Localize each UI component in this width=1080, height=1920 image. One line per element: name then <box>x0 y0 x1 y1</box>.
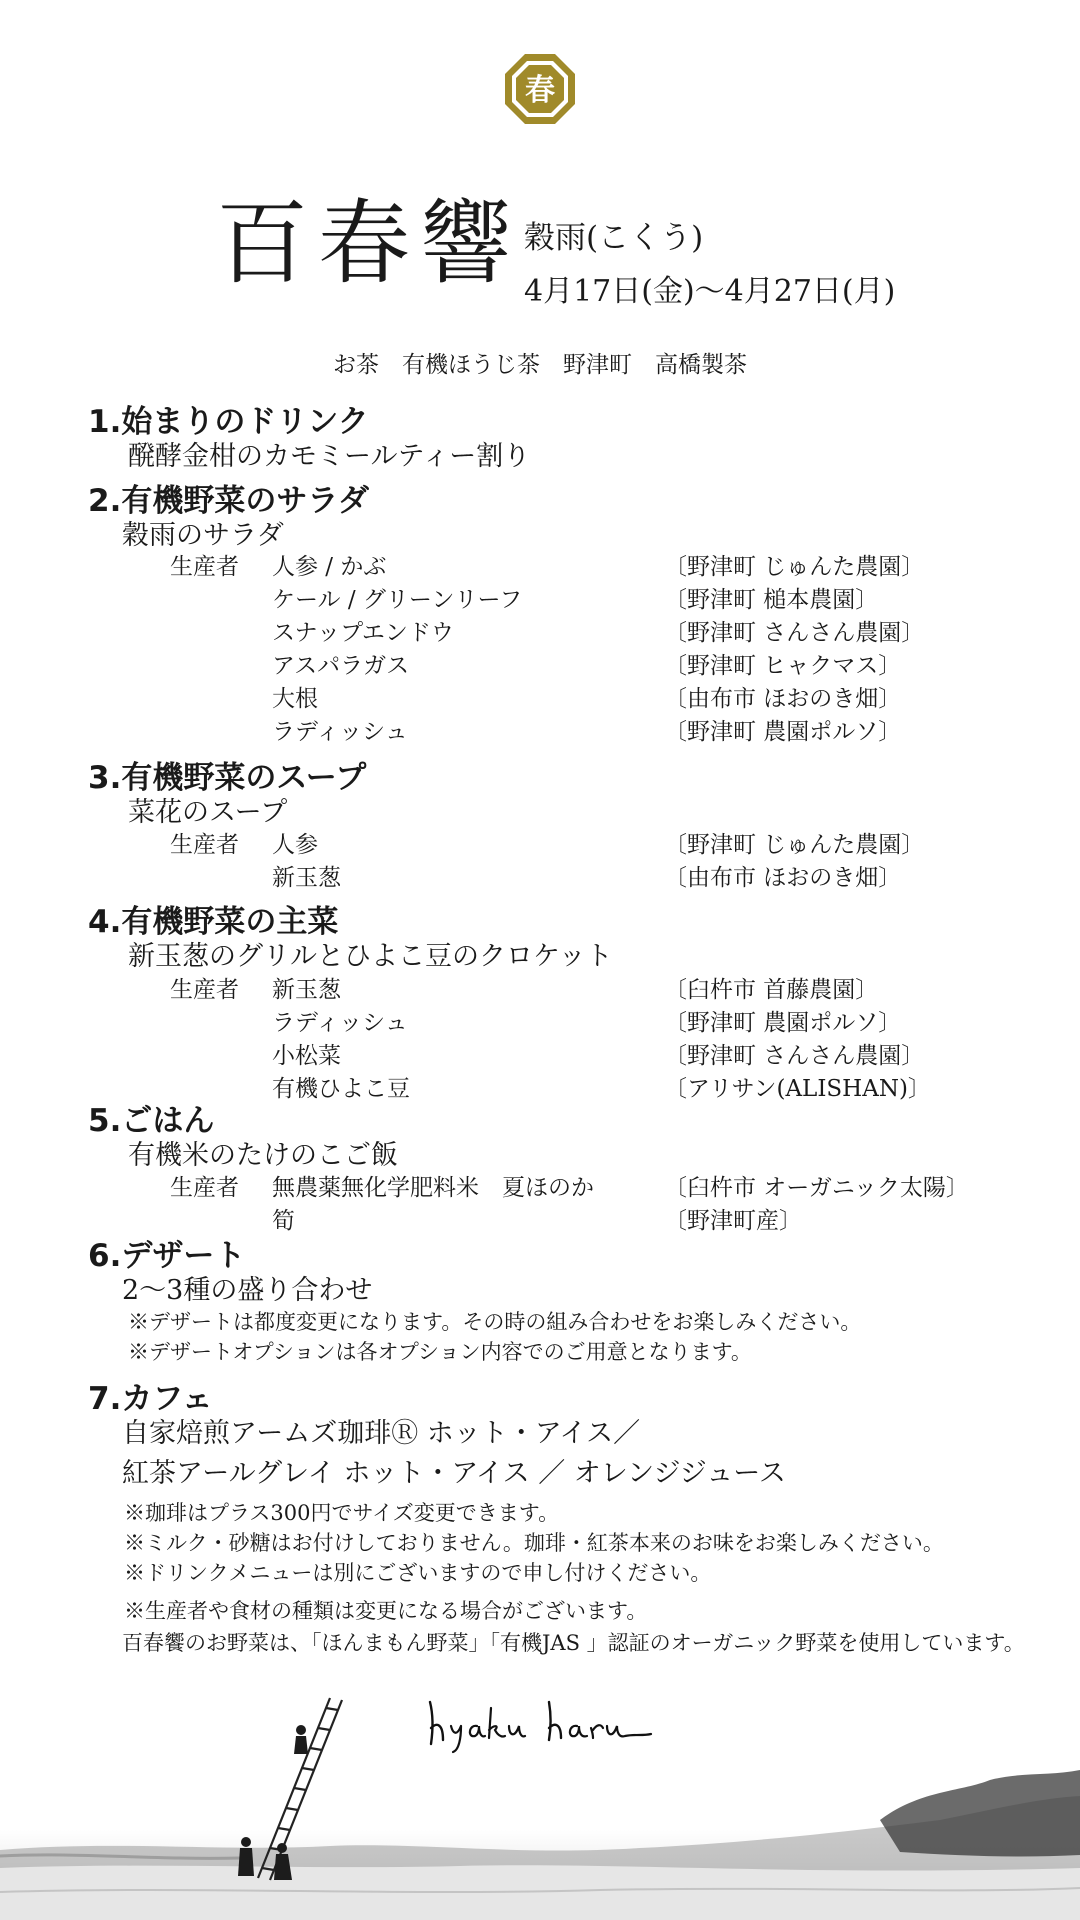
farm: 〔野津町産〕 <box>664 1208 802 1234</box>
cafe-note: ※珈琲はプラス300円でサイズ変更できます。 <box>124 1501 560 1525</box>
producer-label: 生産者 <box>170 832 239 858</box>
cafe-line: 自家焙煎アームズ珈琲Ⓡ ホット・アイス／ <box>122 1418 641 1449</box>
ingredient: 大根 <box>272 686 318 712</box>
ingredient: 新玉葱 <box>272 977 341 1003</box>
farm: 〔野津町 農園ポルソ〕 <box>664 1010 902 1036</box>
ingredient: 無農薬無化学肥料米 夏ほのか <box>272 1175 594 1201</box>
ingredient: 筍 <box>272 1208 295 1234</box>
dish-name: 穀雨のサラダ <box>122 520 284 551</box>
producer-label: 生産者 <box>170 554 239 580</box>
ingredient: ケール / グリーンリーフ <box>272 587 523 613</box>
ingredient: スナップエンドウ <box>272 620 454 646</box>
cafe-note: ※ミルク・砂糖はお付けしておりません。珈琲・紅茶本来のお味をお楽しみください。 <box>124 1531 944 1555</box>
dish-name: 2〜3種の盛り合わせ <box>122 1275 373 1306</box>
section-heading-drink: 1.始まりのドリンク <box>88 404 369 440</box>
dish-name: 新玉葱のグリルとひよこ豆のクロケット <box>128 941 613 972</box>
page-title: 百春響 <box>216 190 523 297</box>
event-dates: 4月17日(金)〜4月27日(月) <box>524 274 896 309</box>
footer-note: 百春饗のお野菜は、「ほんまもん野菜」「有機JAS 」認証のオーガニック野菜を使用しています。 <box>122 1631 1025 1655</box>
dish-name: 有機米のたけのこご飯 <box>128 1140 398 1171</box>
dessert-note: ※デザートは都度変更になります。その時の組み合わせをお楽しみください。 <box>128 1310 862 1334</box>
ingredient: 新玉葱 <box>272 865 341 891</box>
cafe-line: 紅茶アールグレイ ホット・アイス ／ オレンジジュース <box>122 1458 786 1489</box>
logo-glyph: 春 <box>525 73 555 108</box>
brand-logo <box>503 52 577 126</box>
ingredient: 人参 <box>272 832 318 858</box>
dish-name: 醗酵金柑のカモミールティー割り <box>128 441 531 472</box>
cafe-note: ※ドリンクメニューは別にございますので申し付けください。 <box>124 1561 712 1585</box>
ingredient: ラディッシュ <box>272 719 408 745</box>
ingredient: 有機ひよこ豆 <box>272 1076 410 1102</box>
dessert-note: ※デザートオプションは各オプション内容でのご用意となります。 <box>128 1340 752 1364</box>
section-heading-main: 4.有機野菜の主菜 <box>88 904 339 940</box>
farm: 〔野津町 槌本農園〕 <box>664 587 879 613</box>
ink-landscape-illustration <box>0 1680 1080 1920</box>
section-heading-salad: 2.有機野菜のサラダ <box>88 483 370 519</box>
farm: 〔野津町 さんさん農園〕 <box>664 620 925 646</box>
farm: 〔野津町 農園ポルソ〕 <box>664 719 902 745</box>
producer-label: 生産者 <box>170 977 239 1003</box>
section-heading-cafe: 7.カフェ <box>88 1381 213 1417</box>
section-heading-soup: 3.有機野菜のスープ <box>88 760 367 796</box>
tea-line: お茶 有機ほうじ茶 野津町 高橋製茶 <box>333 352 747 378</box>
farm: 〔野津町 じゅんた農園〕 <box>664 832 925 858</box>
farm: 〔アリサン(ALISHAN)〕 <box>664 1076 931 1102</box>
farm: 〔野津町 ヒャクマス〕 <box>664 653 902 679</box>
farm: 〔野津町 さんさん農園〕 <box>664 1043 925 1069</box>
ingredient: 小松菜 <box>272 1043 341 1069</box>
section-heading-rice: 5.ごはん <box>88 1103 215 1139</box>
ingredient: 人参 / かぶ <box>272 554 387 580</box>
farm: 〔由布市 ほおのき畑〕 <box>664 865 902 891</box>
farm: 〔臼杵市 首藤農園〕 <box>664 977 879 1003</box>
farm: 〔由布市 ほおのき畑〕 <box>664 686 902 712</box>
farm: 〔臼杵市 オーガニック太陽〕 <box>664 1175 969 1201</box>
season-name: 穀雨(こくう) <box>524 220 704 256</box>
section-heading-dessert: 6.デザート <box>88 1238 246 1274</box>
dish-name: 菜花のスープ <box>128 797 288 828</box>
farm: 〔野津町 じゅんた農園〕 <box>664 554 925 580</box>
footer-note: ※生産者や食材の種類は変更になる場合がございます。 <box>124 1599 648 1623</box>
ingredient: ラディッシュ <box>272 1010 408 1036</box>
ingredient: アスパラガス <box>272 653 410 679</box>
producer-label: 生産者 <box>170 1175 239 1201</box>
